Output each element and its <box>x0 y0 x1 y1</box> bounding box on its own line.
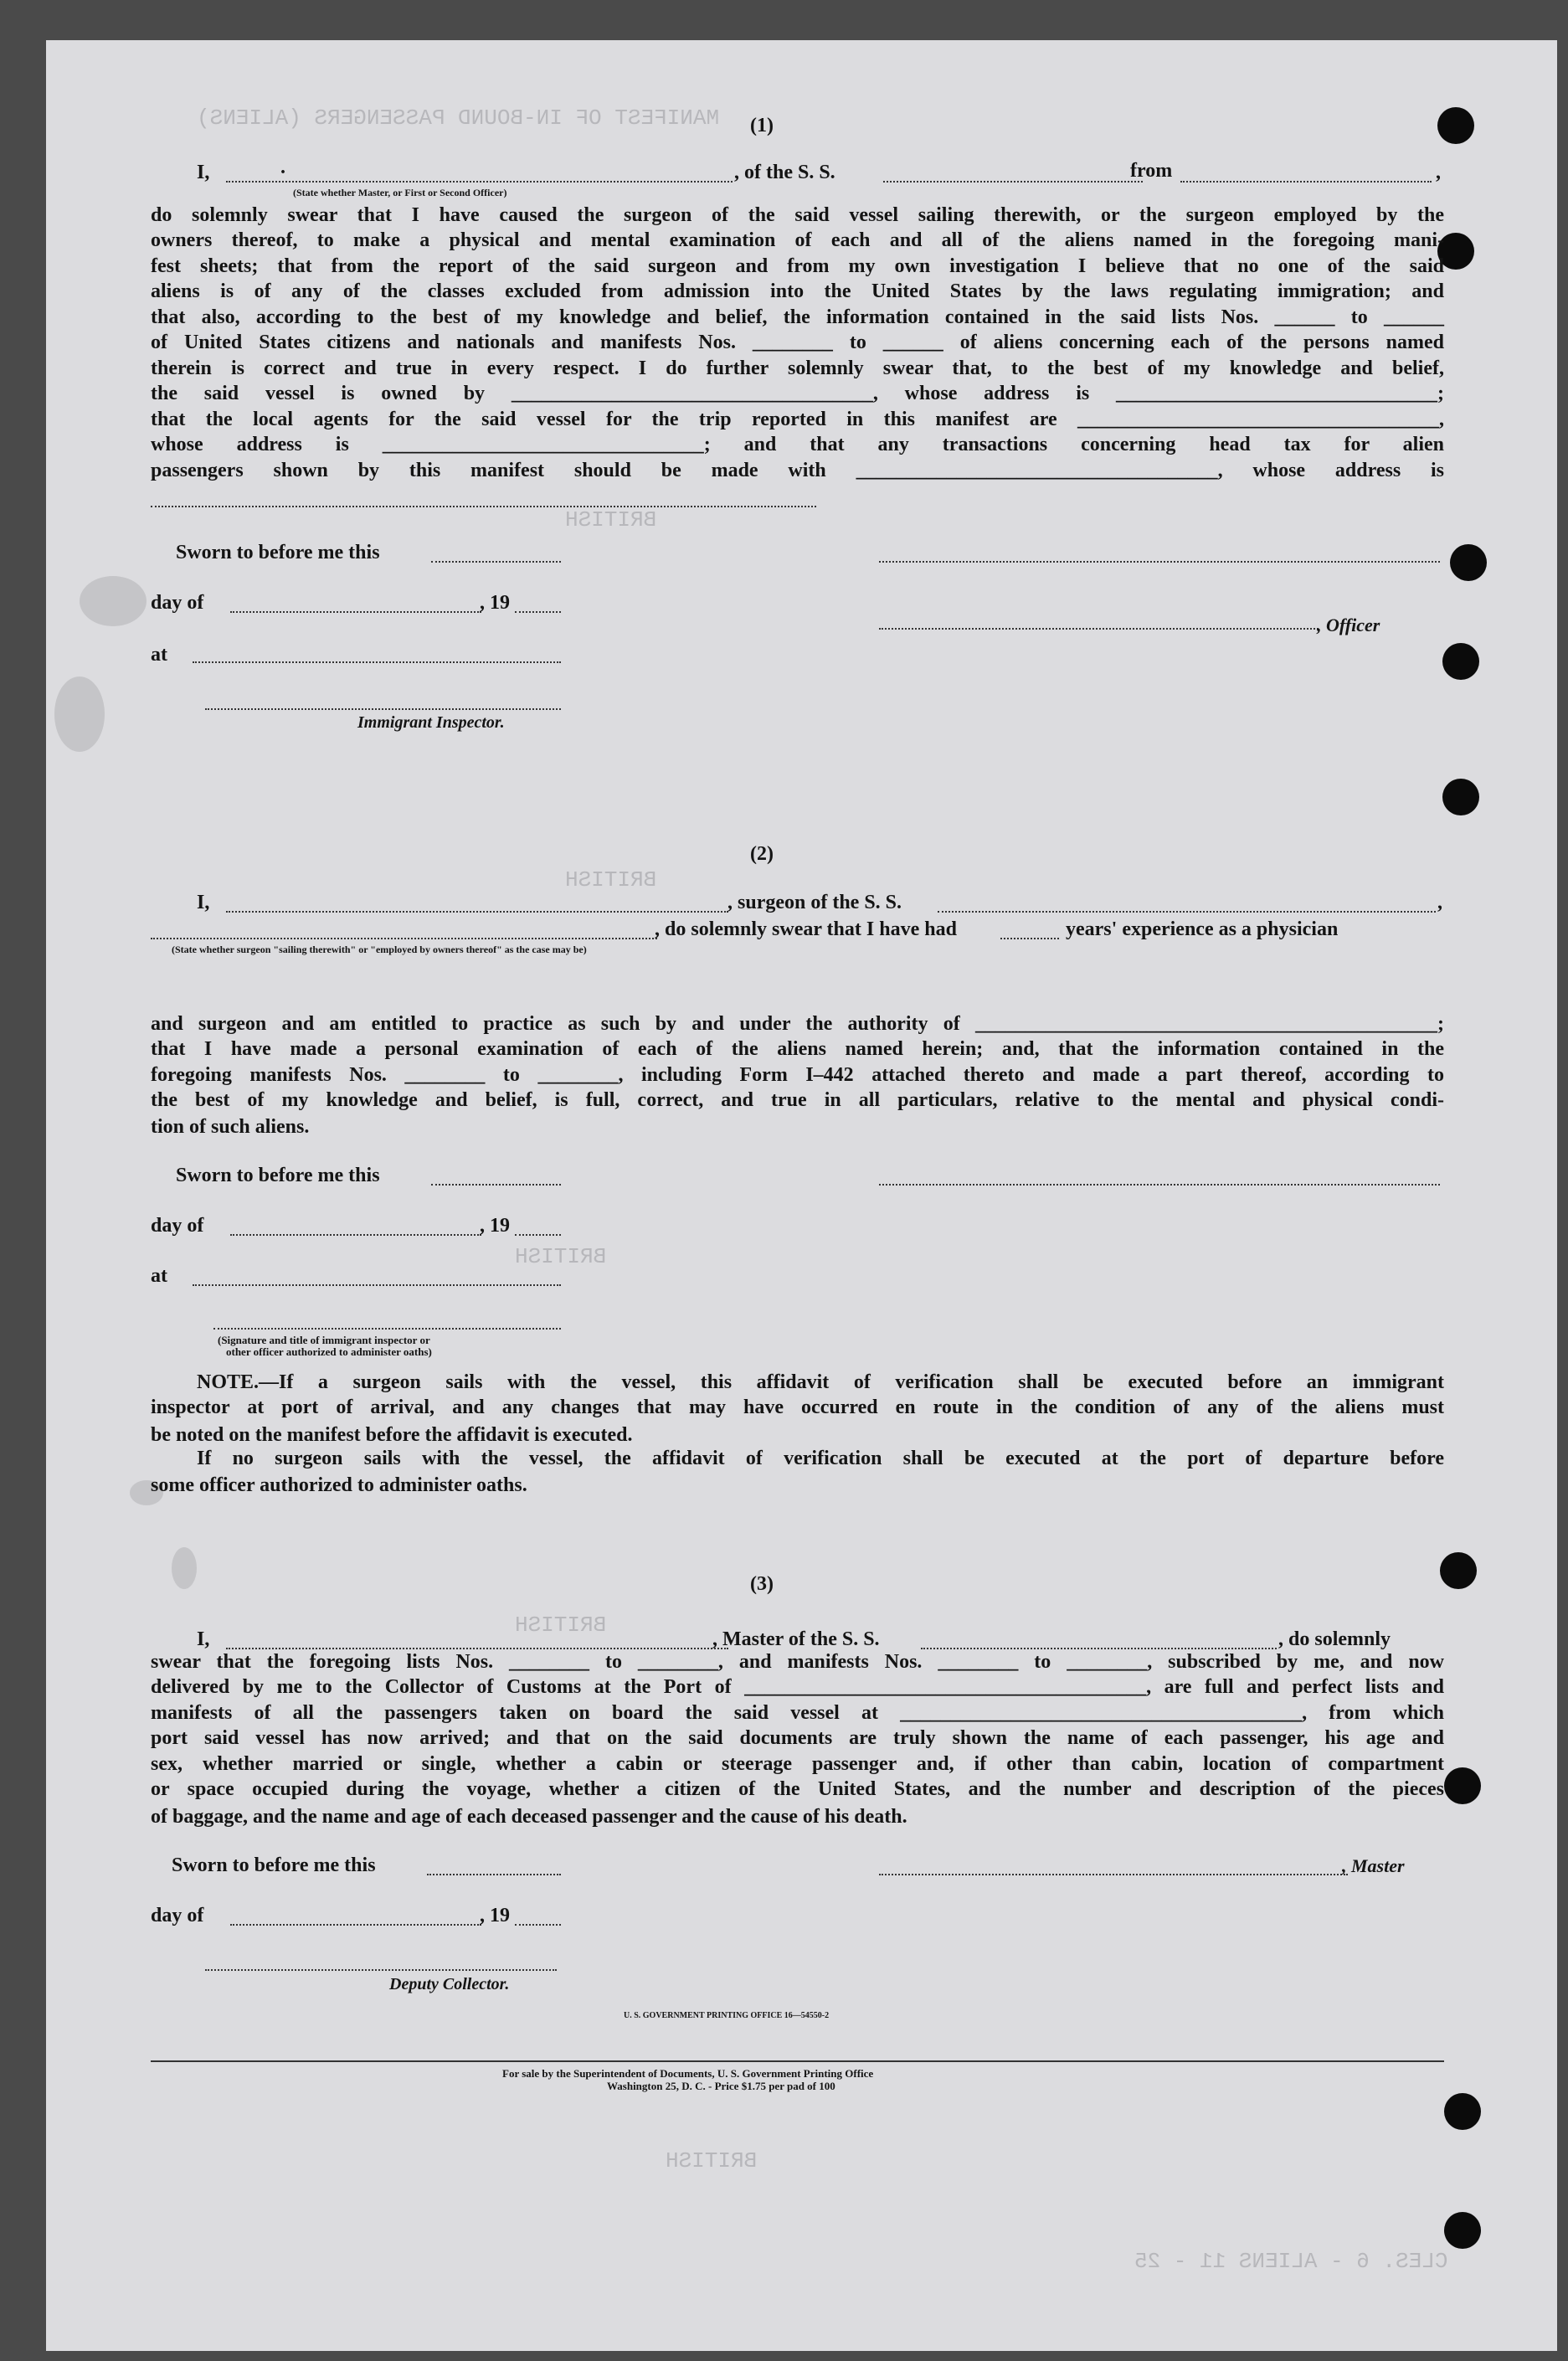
note-line: be noted on the manifest before the affidavit is executed. <box>151 1424 633 1446</box>
from-port-field[interactable] <box>1180 181 1432 183</box>
punch-hole <box>1437 107 1474 144</box>
comma: , <box>1436 162 1441 183</box>
punch-hole <box>1444 2212 1481 2249</box>
stray-dot: . <box>280 157 285 178</box>
oath-line: therein is correct and true in every respect. I do further solemnly swear that, to the best of my knowledge and belief, <box>151 357 1444 379</box>
note-line: inspector at port of arrival, and any changes that may have occurred en route in the condition of any of the aliens must <box>151 1397 1444 1418</box>
master-line: manifests of all the passengers taken on board the said vessel at ________________________________________, from which <box>151 1702 1444 1724</box>
surgeon-line: tion of such aliens. <box>151 1116 310 1138</box>
authorized-officer-signature-field[interactable] <box>213 1328 561 1330</box>
oath-line: whose address is ________________________________; and that any transactions concerning head tax for alien <box>151 434 1444 455</box>
punch-hole <box>1442 643 1479 680</box>
oath-line: fest sheets; that from the report of the said surgeon and from my own investigation I believe that no one of the said <box>151 255 1444 277</box>
surgeon-line: that I have made a personal examination of each of the aliens named herein; and, that the information contained in the <box>151 1038 1444 1060</box>
deputy-label: Deputy Collector. <box>389 1975 510 1993</box>
location-field[interactable] <box>193 1284 561 1286</box>
oath-line: that also, according to the best of my knowledge and belief, the information contained in the said lists Nos. ______ to ______ <box>151 306 1444 328</box>
pronoun-label: I, <box>197 892 210 913</box>
deputy-signature-field[interactable] <box>205 1969 557 1971</box>
master-of-ss-label: , Master of the S. S. <box>712 1628 880 1650</box>
section-number: (3) <box>750 1573 774 1595</box>
surgeon-of-ss-label: , surgeon of the S. S. <box>727 892 902 913</box>
section-number: (2) <box>750 843 774 865</box>
at-label: at <box>151 1265 167 1287</box>
oath-line: do solemnly swear that I have caused the surgeon of the said vessel sailing therewith, or the surgeon employed by the <box>151 204 1444 226</box>
master-line: sex, whether married or single, whether a cabin or steerage passenger and, if other than cabin, location of compartment <box>151 1753 1444 1775</box>
pronoun-label: I, <box>197 162 210 183</box>
oath-line: that the local agents for the said vessel for the trip reported in this manifest are ____________________________________, <box>151 409 1444 430</box>
location-field[interactable] <box>193 661 561 663</box>
punch-hole <box>1444 1767 1481 1804</box>
year-prefix: , 19 <box>480 1215 510 1237</box>
year-field[interactable] <box>515 611 561 613</box>
year-field[interactable] <box>515 1234 561 1236</box>
oath-line: passengers shown by this manifest should be made with ____________________________________, whose address is <box>151 460 1444 481</box>
master-label: , Master <box>1342 1855 1405 1876</box>
surgeon-caption: (State whether surgeon "sailing therewith" or "employed by owners thereof" as the case may be) <box>172 944 587 955</box>
surgeon-capacity-field[interactable] <box>151 938 657 939</box>
officer-signature-field[interactable] <box>879 561 1440 563</box>
year-prefix: , 19 <box>480 592 510 614</box>
oath-line: the said vessel is owned by ____________________________________, whose address is ________________________________; <box>151 383 1444 404</box>
master-signature-field[interactable] <box>879 1874 1348 1875</box>
pronoun-label: I, <box>197 1628 210 1650</box>
surgeon-line: foregoing manifests Nos. ________ to ________, including Form I–442 attached thereto and made a part thereof, according to <box>151 1064 1444 1086</box>
surgeon-name-field[interactable] <box>226 911 728 913</box>
punch-hole <box>1450 544 1487 581</box>
master-line: or space occupied during the voyage, whether a citizen of the United States, and the number and description of the pieces <box>151 1778 1444 1800</box>
day-of-label: day of <box>151 1905 204 1926</box>
master-line: delivered by me to the Collector of Customs at the Port of ________________________________________, are full and perfect lists and <box>151 1676 1444 1698</box>
inspector-signature-field[interactable] <box>205 708 561 710</box>
manifest-page: MANIFEST OF IN-BOUND PASSENGERS (ALIENS) BRITISH BRITISH BRITISH BRITISH BRITISH CLES. 6 - ALIENS 11 - 25 (1) I, . , of the S. S. from , (State whether Master, or First or Second Officer) do solemnly swear that I have caused the surgeon of the said vessel sailing therewith, or the surgeon employed by the owners thereof, to make a physical and mental examination of each and all of the aliens named in the foregoing mani- fest sheets; that from the report of the said surgeon and from my own investigation I believe that no one of the said aliens is of any of the classes excluded from admission into the United States by the laws regulating immigration; and that also, according to the best of my knowledge and belief, the information contained in the said lists Nos. ______ to ______ of United States citizens and nationals and manifests Nos. ________ to ______ of aliens concerning each of the persons named therein is correct and true in every respect. I do further solemnly swear that, to the best of my knowledge and belief, the said vessel is owned by ____________________________________, whose address is ________________________________; that the local agents for the said vessel for the trip reported in this manifest are ____________________________________, whose address is ________________________________; and that any transactions concerning head tax for alien passengers shown by this manifest should be made with ____________________________________, whose address is Sworn to before me this day of , 19 , Officer at Immigrant Inspector. (2) I, , surgeon of the S. S. , , do solemnly swear that I have had years' experience as a physician (State whether surgeon "sailing therewith" or "employed by owners thereof" as the case may be) and surgeon and am entitled to practice as such by and under the authority of ______________________________________________; that I have made a personal examination of each of the aliens named herein; and, that the information contained in the foregoing manifests Nos. ________ to ________, including Form I–442 attached thereto and made a part thereof, according to the best of my knowledge and belief, is full, correct, and true in all particulars, relative to the mental and physical condi- tion of such aliens. Sworn to before me this day of , 19 at (Signature and title of immigrant inspector or other officer authorized to administer oaths) NOTE.—If a surgeon sails with the vessel, this affidavit of verification shall be executed before an immigrant inspector at port of arrival, and any changes that may have occurred en route in the condition of any of the aliens must be noted on the manifest before the affidavit is executed. If no surgeon sails with the vessel, the affidavit of verification shall be executed at the port of departure before some officer authorized to administer oaths. (3) I, , Master of the S. S. , do solemnly swear that the foregoing lists Nos. ________ to ________, and manifests Nos. ________ to ________, subscribed by me, and now delivered by me to the Collector of Customs at the Port of ________________________________________, are full and perfect lists and manifests of all the passengers taken on board the said vessel at ________________________________________, from which port said vessel has now arrived; and that on the said documents are truly shown the name of each passenger, his age and sex, whether married or single, whether a cabin or steerage passenger and, if other than cabin, location of compartment or space occupied during the voyage, whether a citizen of the United States, and the number and description of the pieces of baggage, and the name and age of each deceased passenger and the cause of his death. Sworn to before me this , Master day of , 19 Deputy Collector. U. S. GOVERNMENT PRINTING OFFICE 16—54550-2 For sale by the Superintendent of Documents, U. S. Government Printing Office Washington 25, D. C. - Price $1.75 per pad of 100 <box>46 40 1557 2351</box>
comma: , <box>1437 892 1442 913</box>
vessel-name-field[interactable] <box>938 911 1436 913</box>
from-label: from <box>1130 160 1173 182</box>
day-of-label: day of <box>151 592 204 614</box>
master-line: port said vessel has now arrived; and that on the said documents are truly shown the name of each passenger, his age and <box>151 1727 1444 1749</box>
surgeon-line: and surgeon and am entitled to practice as such by and under the authority of ______________________________________________; <box>151 1013 1444 1035</box>
officer-name-field[interactable] <box>226 181 733 183</box>
oath-line: of United States citizens and nationals and manifests Nos. ________ to ______ of aliens concerning each of the persons named <box>151 332 1444 353</box>
at-label: at <box>151 644 167 666</box>
footer-divider <box>151 2060 1444 2062</box>
year-field[interactable] <box>515 1924 561 1926</box>
signature-caption: (Signature and title of immigrant inspector or <box>218 1334 430 1346</box>
punch-hole <box>1440 1552 1477 1589</box>
swear-label: , do solemnly swear that I have had <box>655 918 957 940</box>
footer-price-line: Washington 25, D. C. - Price $1.75 per pad of 100 <box>607 2080 835 2092</box>
day-month-field[interactable] <box>230 1234 481 1236</box>
printing-office-imprint: U. S. GOVERNMENT PRINTING OFFICE 16—54550-2 <box>624 2011 830 2020</box>
solemnly-label: , do solemnly <box>1278 1628 1391 1650</box>
day-month-field[interactable] <box>230 611 481 613</box>
years-experience-field[interactable] <box>1000 938 1059 939</box>
vessel-name-field[interactable] <box>883 181 1143 183</box>
officer-title-field[interactable] <box>879 628 1319 630</box>
punch-hole <box>1444 2093 1481 2130</box>
sworn-date-field[interactable] <box>431 1184 561 1186</box>
address-continuation-field[interactable] <box>151 506 816 507</box>
officer-label: , Officer <box>1317 615 1380 635</box>
note-line: some officer authorized to administer oaths. <box>151 1474 527 1496</box>
master-line: of baggage, and the name and age of each deceased passenger and the cause of his death. <box>151 1806 907 1828</box>
day-month-field[interactable] <box>230 1924 481 1926</box>
sworn-date-field[interactable] <box>427 1874 561 1875</box>
sworn-label: Sworn to before me this <box>172 1854 376 1876</box>
year-prefix: , 19 <box>480 1905 510 1926</box>
signature-caption: other officer authorized to administer oaths) <box>226 1345 432 1358</box>
section-number: (1) <box>750 115 774 136</box>
note-line: If no surgeon sails with the vessel, the affidavit of verification shall be executed at the port of departure before <box>197 1448 1444 1469</box>
punch-hole <box>1442 779 1479 815</box>
years-label: years' experience as a physician <box>1066 918 1339 940</box>
oath-line: aliens is of any of the classes excluded from admission into the United States by the laws regulating immigration; and <box>151 280 1444 302</box>
oath-line: owners thereof, to make a physical and mental examination of each and all of the aliens named in the foregoing mani- <box>151 229 1444 251</box>
inspector-label: Immigrant Inspector. <box>357 713 505 732</box>
footer-sale-line: For sale by the Superintendent of Documents, U. S. Government Printing Office <box>502 2067 874 2080</box>
surgeon-signature-field[interactable] <box>879 1184 1440 1186</box>
sworn-label: Sworn to before me this <box>176 1165 380 1186</box>
officer-caption: (State whether Master, or First or Second Officer) <box>293 187 507 198</box>
sworn-date-field[interactable] <box>431 561 561 563</box>
master-line: swear that the foregoing lists Nos. ________ to ________, and manifests Nos. ________ to ________, subscribed by me, and now <box>151 1651 1444 1673</box>
sworn-label: Sworn to before me this <box>176 542 380 563</box>
note-line: NOTE.—If a surgeon sails with the vessel, this affidavit of verification shall be executed before an immigrant <box>197 1371 1444 1393</box>
of-ss-label: , of the S. S. <box>734 162 835 183</box>
day-of-label: day of <box>151 1215 204 1237</box>
surgeon-line: the best of my knowledge and belief, is full, correct, and true in all particulars, relative to the mental and physical condi- <box>151 1089 1444 1111</box>
